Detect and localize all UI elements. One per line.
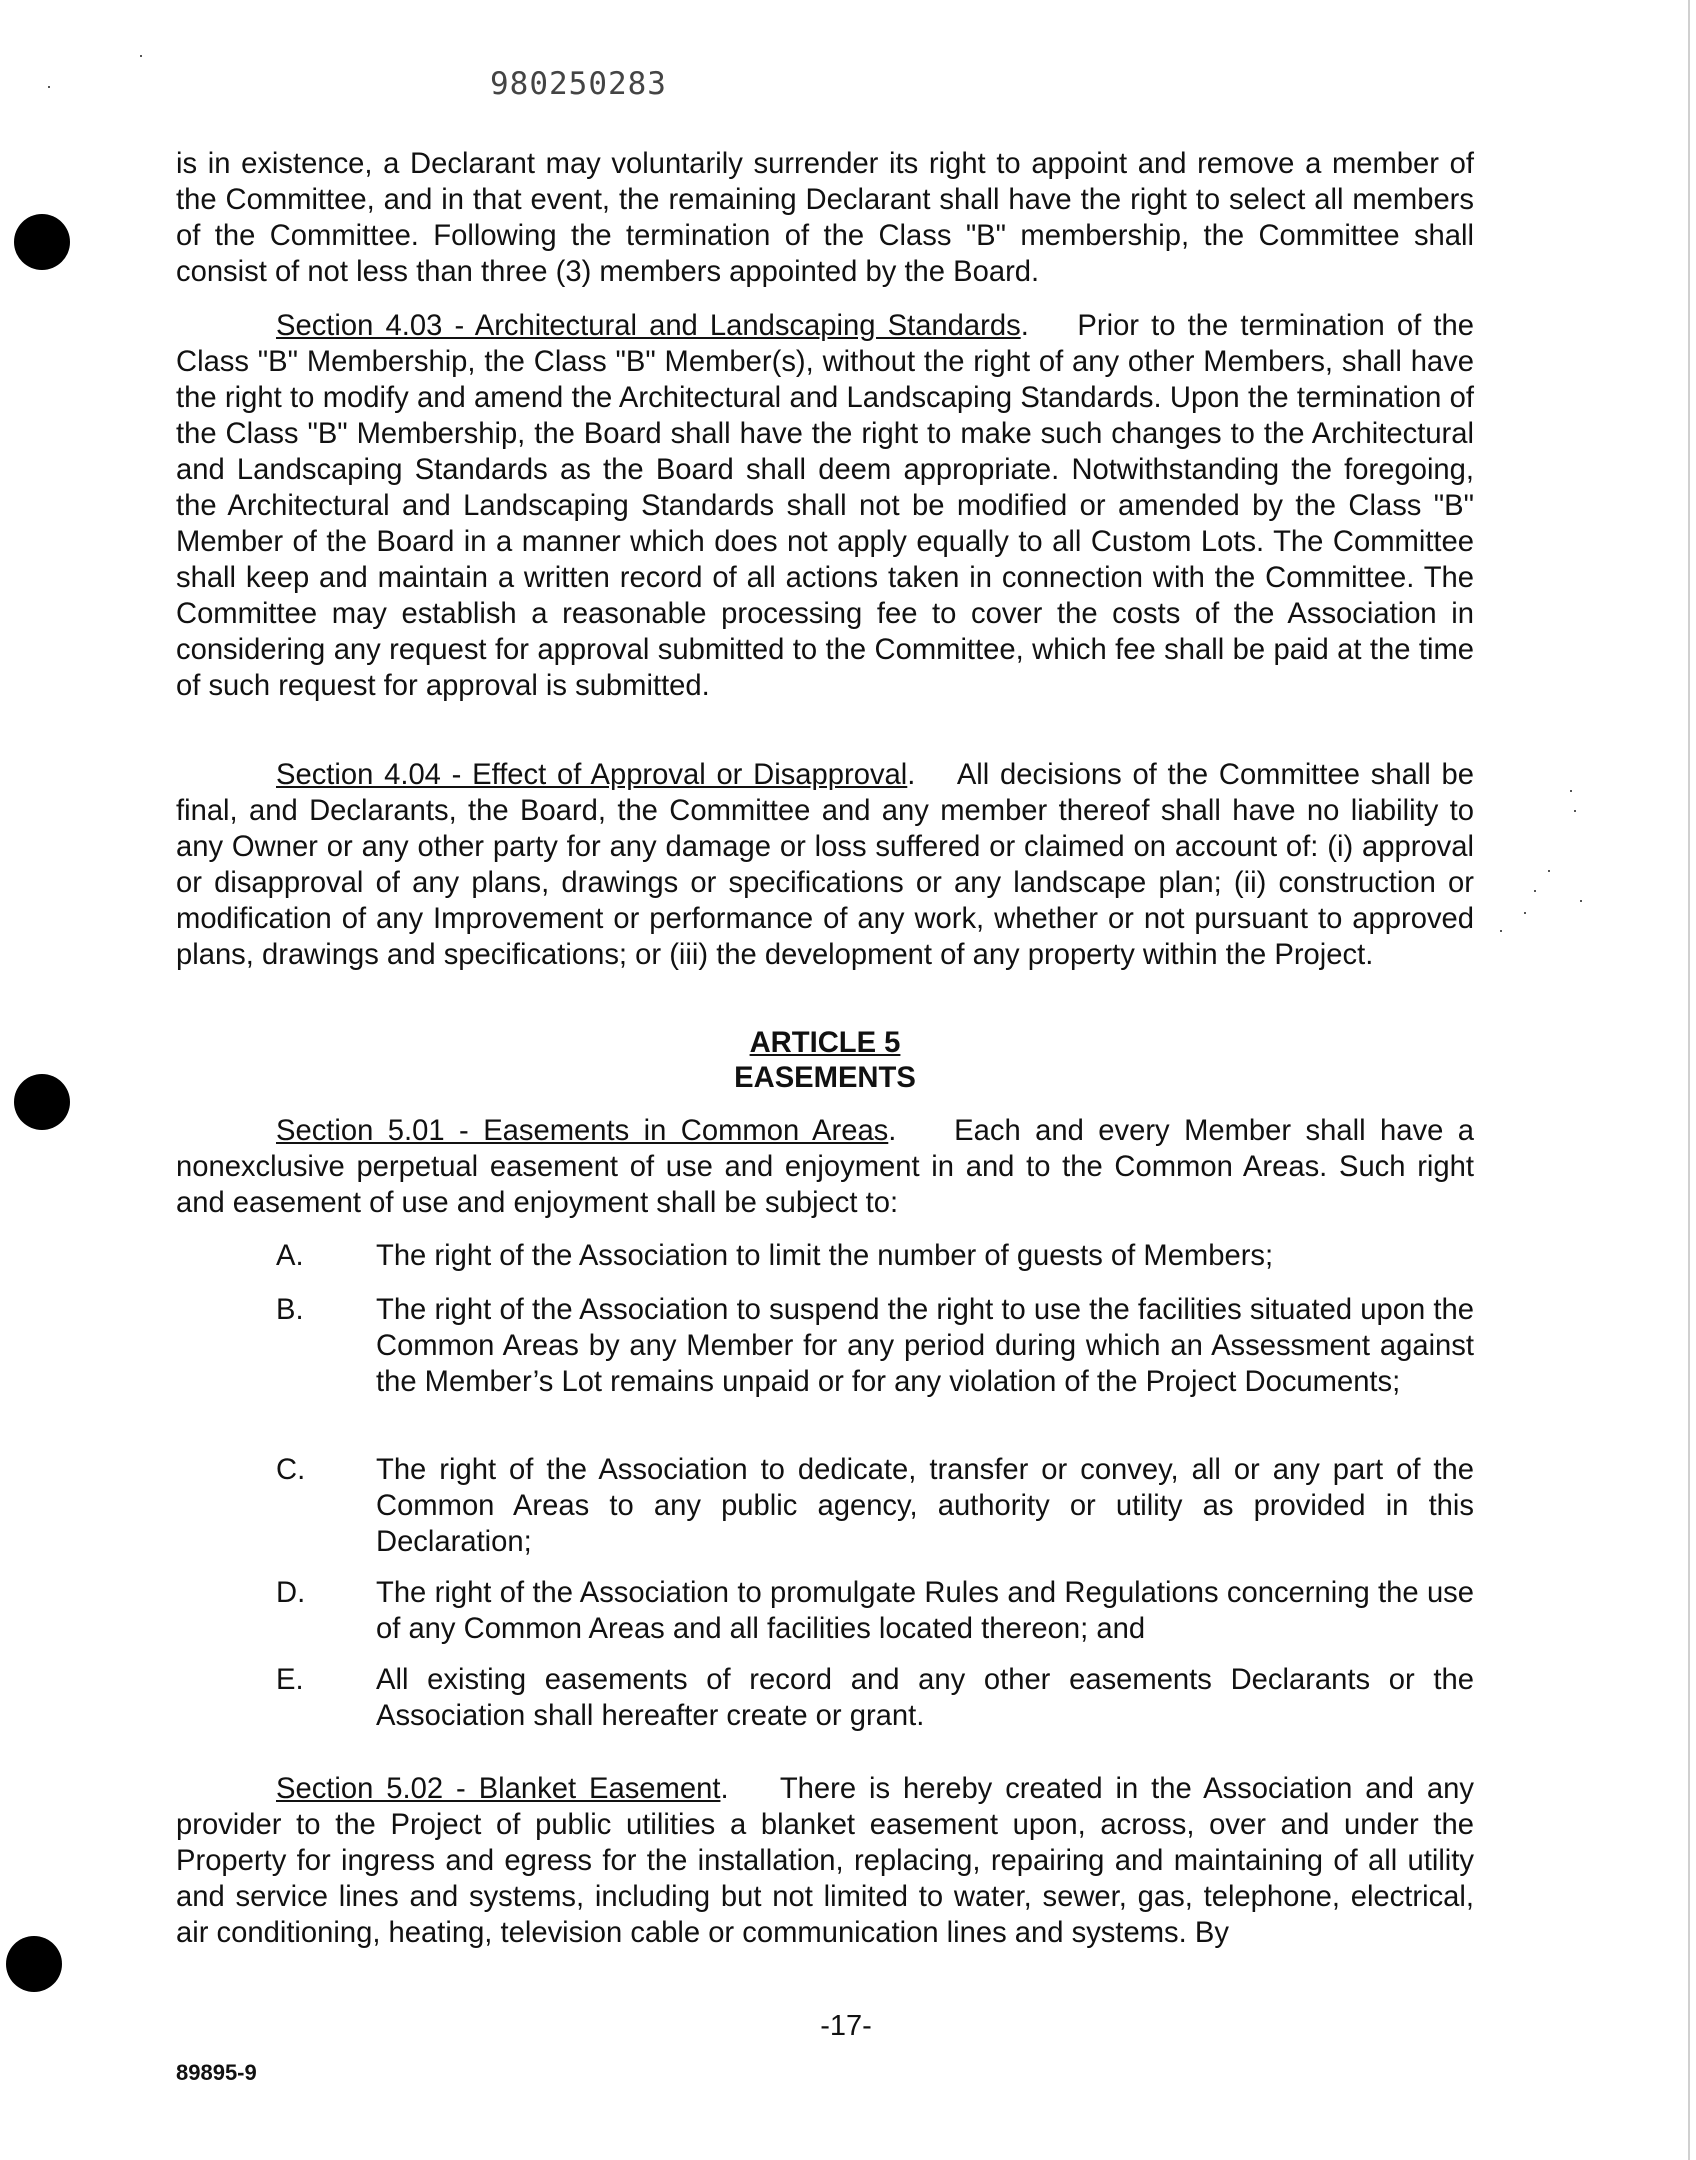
article-number: ARTICLE 5 bbox=[749, 1027, 901, 1059]
scan-speck bbox=[1574, 810, 1576, 812]
document-code: 89895-9 bbox=[176, 2060, 257, 2085]
scan-speck bbox=[1500, 930, 1502, 932]
section-text: There is hereby created in the Association and any provider to the Project of public utilities a blanket easement upon, across, over and under the Property for ingress and egress for the installation, replacing, repairing and maintaining of all utility and service lines and systems, including but not limited to water, sewer, gas, telephone, electrical, air conditioning, heating, television cable or communication lines and systems. By bbox=[176, 1773, 1474, 1949]
page-number: -17- bbox=[820, 2010, 872, 2042]
scan-speck bbox=[1534, 890, 1536, 892]
list-letter: A. bbox=[276, 1240, 304, 1272]
section-title: Section 4.04 - Effect of Approval or Disapproval bbox=[276, 759, 908, 791]
punch-hole-bottom bbox=[6, 1936, 62, 1992]
section-5-01: Section 5.01 - Easements in Common Areas. Each and every Member shall have a nonexclusive perpetual easement of use and enjoyment in and to the Common Areas. Such right and easement of use and enjoyment shall be subject to: bbox=[176, 1115, 1474, 1219]
list-letter: B. bbox=[276, 1294, 304, 1326]
section-text: Prior to the termination of the Class "B" Membership, the Class "B" Member(s), without the right of any other Members, shall have the right to modify and amend the Architectural and Landscaping Standards. Upon the termination of the Class "B" Membership, the Board shall have the right to make such changes to the Architectural and Landscaping Standards as the Board shall deem appropriate. Notwithstanding the foregoing, the Architectural and Landscaping Standards shall not be modified or amended by the Class "B" Member of the Board in a manner which does not apply equally to all Custom Lots. The Committee shall keep and maintain a written record of all actions taken in connection with the Committee. The Committee may establish a reasonable processing fee to cover the costs of the Association in considering any request for approval submitted to the Committee, which fee shall be paid at the time of such request for approval is submitted. bbox=[176, 310, 1475, 702]
scan-speck bbox=[48, 86, 50, 88]
section-title: Section 5.01 - Easements in Common Areas bbox=[276, 1115, 889, 1147]
paragraph-continuation bbox=[176, 146, 1474, 290]
scan-speck bbox=[1570, 790, 1572, 792]
article-heading bbox=[176, 1026, 1474, 1096]
scan-edge bbox=[1688, 0, 1690, 2160]
section-title: Section 4.03 - Architectural and Landscaping Standards bbox=[276, 310, 1021, 342]
section-4-03: Section 4.03 - Architectural and Landscaping Standards. Prior to the termination of the Class "B" Membership, the Class "B" Member(s), without the right of any other Members, shall have the right to modify and amend the Architectural and Landscaping Standards. Upon the termination of the Class "B" Membership, the Board shall have the right to make such changes to the Architectural and Landscaping Standards as the Board shall deem appropriate. Notwithstanding the foregoing, the Architectural and Landscaping Standards shall not be modified or amended by the Class "B" Member of the Board in a manner which does not apply equally to all Custom Lots. The Committee shall keep and maintain a written record of all actions taken in connection with the Committee. The Committee may establish a reasonable processing fee to cover the costs of the Association in considering any request for approval submitted to the Committee, which fee shall be paid at the time of such request for approval is submitted. bbox=[176, 310, 1475, 702]
list-letter: C. bbox=[276, 1454, 306, 1486]
scan-speck bbox=[1524, 912, 1526, 914]
list-text: All existing easements of record and any other easements Declarants or the Association shall hereafter create or grant. bbox=[376, 1664, 1474, 1732]
paragraph-text: is in existence, a Declarant may voluntarily surrender its right to appoint and remove a member of the Committee, and in that event, the remaining Declarant shall have the right to select all members of the Committee. Following the termination of the Class "B" membership, the Committee shall consist of not less than three (3) members appointed by the Board. bbox=[176, 148, 1474, 288]
scan-speck bbox=[1548, 870, 1550, 872]
section-text: Each and every Member shall have a nonexclusive perpetual easement of use and enjoyment in and to the Common Areas. Such right and easement of use and enjoyment shall be subject to: bbox=[176, 1115, 1474, 1219]
scan-speck bbox=[140, 55, 142, 57]
punch-hole-top bbox=[14, 214, 70, 270]
list-letter: D. bbox=[276, 1577, 306, 1609]
section-5-02: Section 5.02 - Blanket Easement. There is hereby created in the Association and any provider to the Project of public utilities a blanket easement upon, across, over and under the Property for ingress and egress for the installation, replacing, repairing and maintaining of all utility and service lines and systems, including but not limited to water, sewer, gas, telephone, electrical, air conditioning, heating, television cable or communication lines and systems. By bbox=[176, 1773, 1474, 1949]
recording-stamp: 980250283 bbox=[490, 66, 667, 102]
section-text: All decisions of the Committee shall be final, and Declarants, the Board, the Committee and any member thereof shall have no liability to any Owner or any other party for any damage or loss suffered or claimed on account of: (i) approval or disapproval of any plans, drawings or specifications or any landscape plan; (ii) construction or modification of any Improvement or performance of any work, whether or not pursuant to approved plans, drawings and specifications; or (iii) the development of any property within the Project. bbox=[176, 759, 1474, 971]
list-text: The right of the Association to promulgate Rules and Regulations concerning the use of any Common Areas and all facilities located thereon; and bbox=[376, 1577, 1474, 1645]
article-title: EASEMENTS bbox=[734, 1062, 916, 1094]
section-title: Section 5.02 - Blanket Easement bbox=[276, 1773, 721, 1805]
punch-hole-middle bbox=[14, 1074, 70, 1130]
list-text: The right of the Association to limit the number of guests of Members; bbox=[376, 1240, 1274, 1272]
section-4-04: Section 4.04 - Effect of Approval or Disapproval. All decisions of the Committee shall be final, and Declarants, the Board, the Committee and any member thereof shall have no liability to any Owner or any other party for any damage or loss suffered or claimed on account of: (i) approval or disapproval of any plans, drawings or specifications or any landscape plan; (ii) construction or modification of any Improvement or performance of any work, whether or not pursuant to approved plans, drawings and specifications; or (iii) the development of any property within the Project. bbox=[176, 759, 1474, 971]
list-text: The right of the Association to suspend the right to use the facilities situated upon the Common Areas by any Member for any period during which an Assessment against the Member’s Lot remains unpaid or for any violation of the Project Documents; bbox=[376, 1294, 1474, 1398]
scan-speck bbox=[1580, 900, 1582, 902]
list-text: The right of the Association to dedicate, transfer or convey, all or any part of the Common Areas to any public agency, authority or utility as provided in this Declaration; bbox=[376, 1454, 1474, 1558]
list-letter: E. bbox=[276, 1664, 304, 1696]
